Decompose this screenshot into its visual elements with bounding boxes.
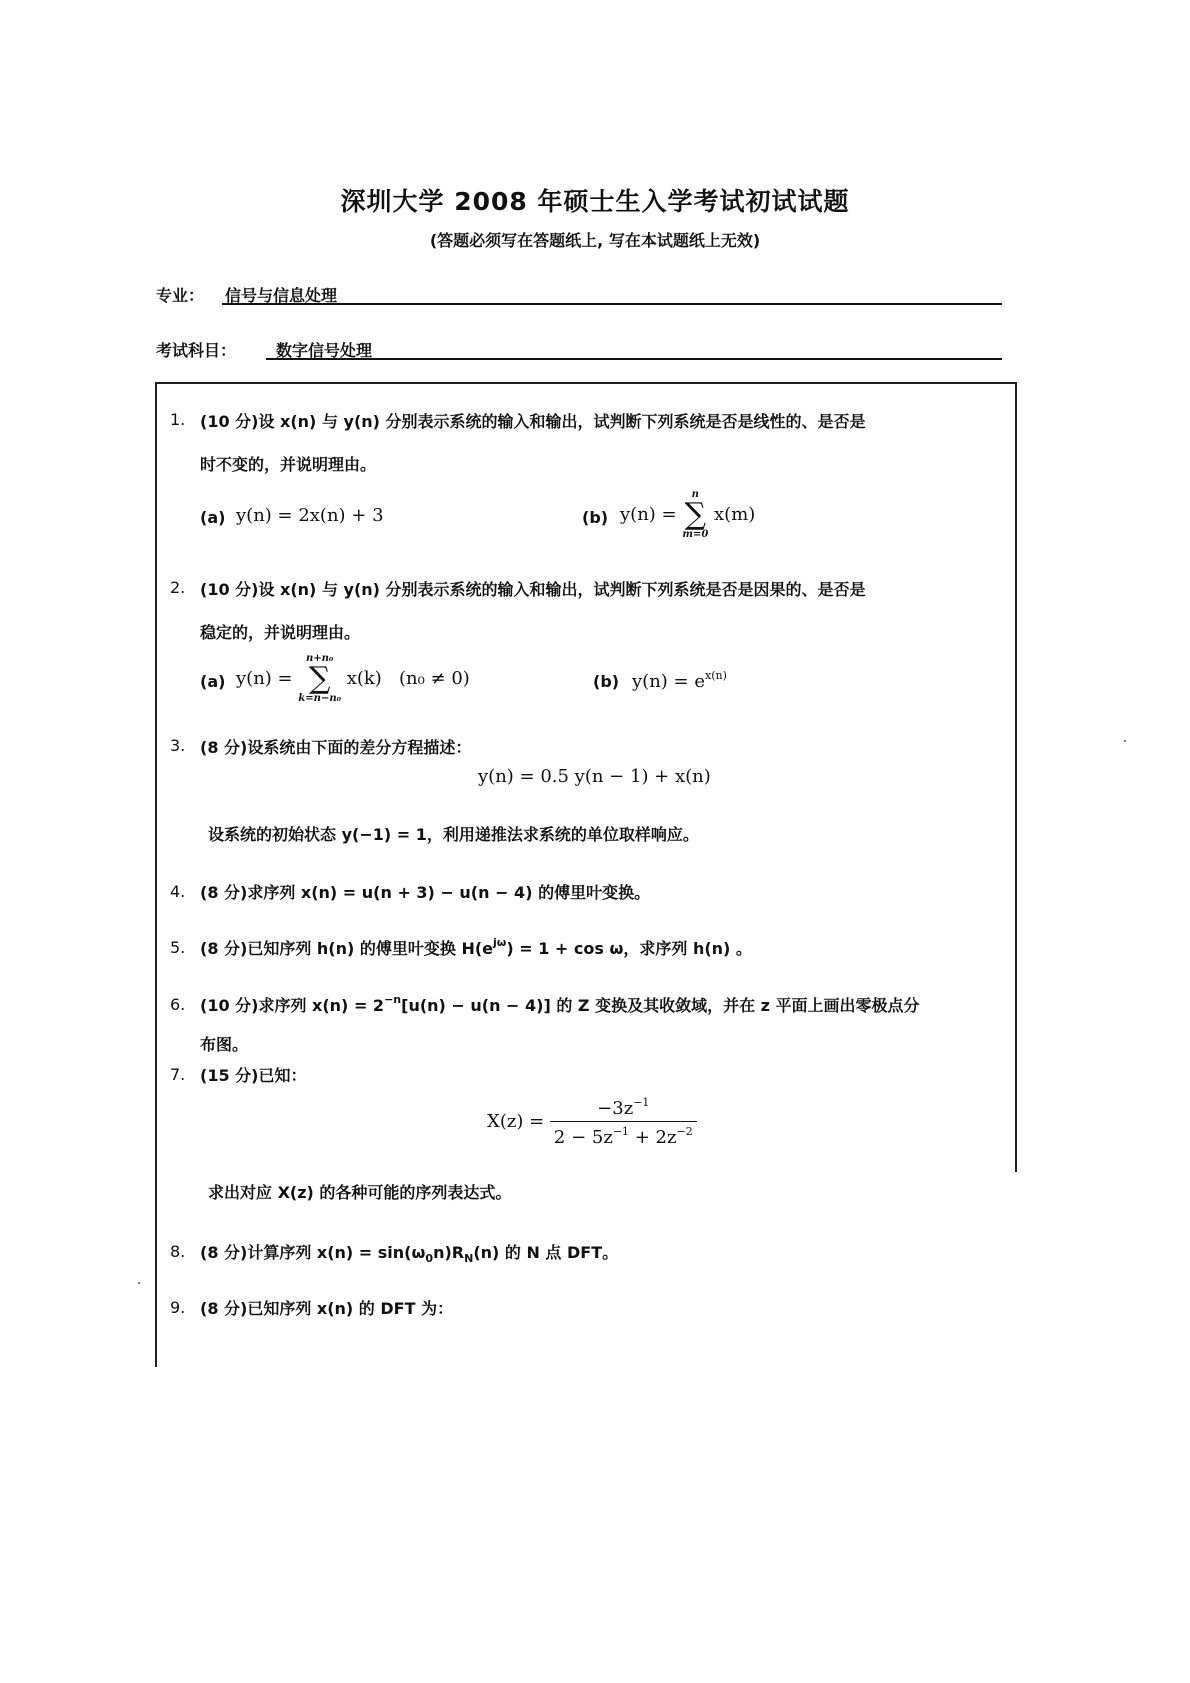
exam-subtitle: (答题必须写在答题纸上, 写在本试题纸上无效) xyxy=(429,231,761,250)
q7-equation xyxy=(487,1096,697,1148)
summation-sign: ∑ xyxy=(308,661,331,696)
q1-b-sum-lower: m=0 xyxy=(682,529,709,540)
q2-a-summation xyxy=(298,654,341,704)
q8-text-mid: n)R xyxy=(433,1243,465,1262)
q6-text-line1 xyxy=(200,993,920,1016)
q2-a-sum-upper: n+n₀ xyxy=(306,653,334,664)
q1-a-expression: y(n) = 2x(n) + 3 xyxy=(236,505,384,526)
q1-b-label: (b) xyxy=(582,508,609,527)
scan-speck xyxy=(138,1282,140,1284)
q6-text-post: [u(n) − u(n − 4)] 的 Z 变换及其收敛域，并在 z 平面上画出零极点分 xyxy=(401,996,920,1015)
subject-label: 考试科目： xyxy=(156,341,237,360)
q1-number: 1. xyxy=(170,410,186,429)
q7-numerator-base: −3z xyxy=(597,1098,634,1119)
q6-number: 6. xyxy=(170,995,186,1014)
q7-numerator xyxy=(550,1096,697,1122)
q2-a-condition: (n₀ ≠ 0) xyxy=(398,668,470,689)
q5-text xyxy=(200,936,752,959)
q8-text xyxy=(200,1240,618,1265)
q2-a-lhs: y(n) = xyxy=(236,668,293,689)
q8-subscript-N: N xyxy=(464,1252,474,1265)
q5-text-pre: (8 分)已知序列 h(n) 的傅里叶变换 H(e xyxy=(200,939,494,958)
q1-b-sum-upper: n xyxy=(691,489,699,500)
scan-speck xyxy=(1124,740,1126,742)
subject-value: 数字信号处理 xyxy=(276,341,373,360)
q6-exponent: −n xyxy=(384,993,402,1006)
q8-text-pre: (8 分)计算序列 x(n) = sin(ω xyxy=(200,1243,426,1262)
q1-a-label: (a) xyxy=(200,508,226,527)
q2-b-expression xyxy=(632,669,727,692)
summation-sign: ∑ xyxy=(684,497,707,532)
question-box-right-border xyxy=(1015,382,1017,1172)
q7-den-term-b: + 2z xyxy=(629,1127,677,1148)
question-box-top-border xyxy=(155,382,1017,384)
q5-number: 5. xyxy=(170,938,186,957)
q1-b-expression xyxy=(620,490,755,540)
q4-number: 4. xyxy=(170,882,186,901)
q7-lhs: X(z) = xyxy=(487,1111,545,1132)
q1-text-line1: (10 分)设 x(n) 与 y(n) 分别表示系统的输入和输出，试判断下列系统是否是线性的、是否是 xyxy=(200,412,866,431)
q5-exponent: jω xyxy=(493,936,507,949)
question-box-left-border xyxy=(155,382,157,1367)
q5-text-post: ) = 1 + cos ω，求序列 h(n) 。 xyxy=(506,939,752,958)
q3-text-line1: (8 分)设系统由下面的差分方程描述： xyxy=(200,738,472,757)
q3-text-line2: 设系统的初始状态 y(−1) = 1，利用递推法求系统的单位取样响应。 xyxy=(208,825,699,844)
q7-fraction xyxy=(550,1096,697,1148)
q6-text-line2: 布图。 xyxy=(200,1035,249,1054)
q7-den-term-a-exponent: −1 xyxy=(612,1125,630,1138)
major-label: 专业： xyxy=(156,286,205,305)
q3-number: 3. xyxy=(170,736,186,755)
q2-b-label: (b) xyxy=(593,672,620,691)
q1-b-summation xyxy=(682,490,708,540)
q2-text-line1: (10 分)设 x(n) 与 y(n) 分别表示系统的输入和输出，试判断下列系统是否是因果的、是否是 xyxy=(200,580,866,599)
q2-a-label: (a) xyxy=(200,672,226,691)
q3-equation: y(n) = 0.5 y(n − 1) + x(n) xyxy=(478,766,711,787)
q7-den-term-b-exponent: −2 xyxy=(676,1125,693,1138)
q7-text-line2: 求出对应 X(z) 的各种可能的序列表达式。 xyxy=(208,1183,512,1202)
q8-text-post: (n) 的 N 点 DFT。 xyxy=(473,1243,619,1262)
q1-text-line2: 时不变的，并说明理由。 xyxy=(200,455,377,474)
q8-subscript-0: 0 xyxy=(425,1252,434,1265)
q7-denominator xyxy=(550,1122,697,1148)
q2-a-sum-lower: k=n−n₀ xyxy=(298,693,341,704)
major-underline xyxy=(222,303,1002,305)
q1-b-lhs: y(n) = xyxy=(620,504,677,525)
q2-b-exponent: x(n) xyxy=(704,669,727,682)
q2-a-expression xyxy=(236,654,470,704)
q2-a-rhs: x(k) xyxy=(346,668,382,689)
q2-b-lhs: y(n) = e xyxy=(632,671,705,692)
q8-number: 8. xyxy=(170,1242,186,1261)
q7-text-line1: (15 分)已知： xyxy=(200,1066,307,1085)
q2-number: 2. xyxy=(170,578,186,597)
q9-number: 9. xyxy=(170,1298,186,1317)
q6-text-pre: (10 分)求序列 x(n) = 2 xyxy=(200,996,385,1015)
q2-text-line2: 稳定的，并说明理由。 xyxy=(200,623,361,642)
q9-text: (8 分)已知序列 x(n) 的 DFT 为： xyxy=(200,1299,454,1318)
q7-den-term-a: 2 − 5z xyxy=(553,1127,613,1148)
q7-numerator-exponent: −1 xyxy=(633,1096,650,1109)
exam-title: 深圳大学 2008 年硕士生入学考试初试试题 xyxy=(340,187,850,216)
major-value: 信号与信息处理 xyxy=(225,286,338,305)
q4-text: (8 分)求序列 x(n) = u(n + 3) − u(n − 4) 的傅里叶变换。 xyxy=(200,883,651,902)
q1-b-rhs: x(m) xyxy=(714,504,756,525)
subject-underline xyxy=(266,358,1002,360)
q7-number: 7. xyxy=(170,1065,186,1084)
